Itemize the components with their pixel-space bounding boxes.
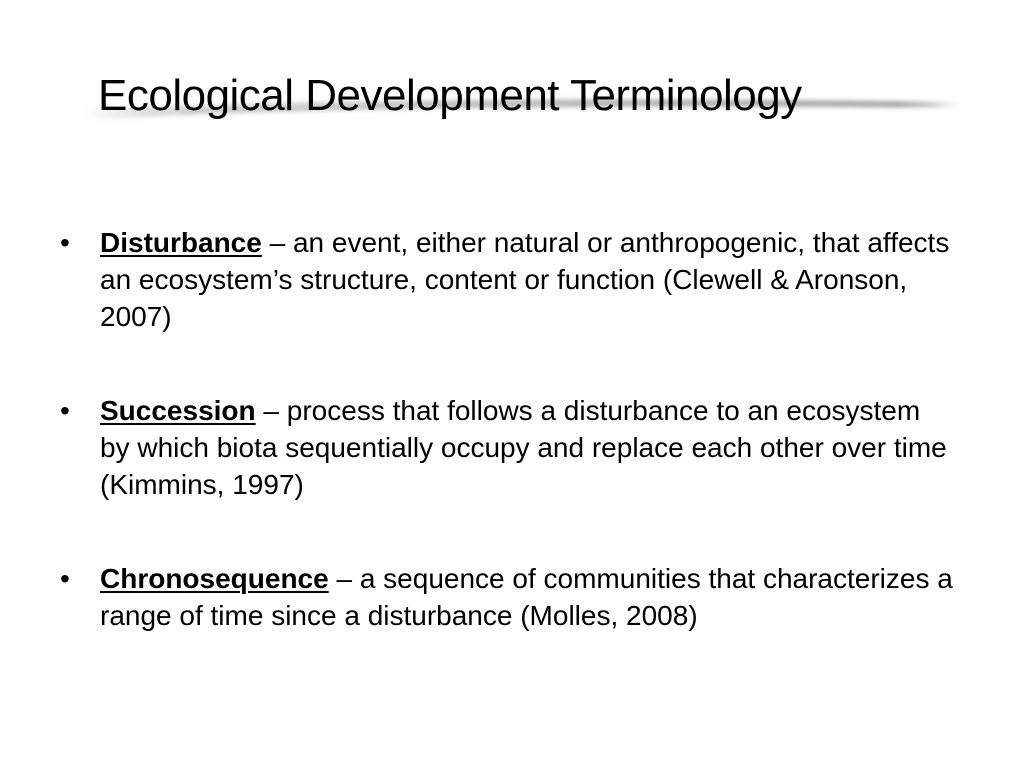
- bullet-item-disturbance: [56, 224, 956, 335]
- title-area: [60, 62, 980, 142]
- bullet-item-chronosequence: [56, 560, 956, 634]
- bullet-icon: •: [60, 395, 70, 426]
- definition-succession: – process that follows a disturbance to an ecosystem by which biota sequentially occupy and replace each other over time (Kimmins, 1997): [100, 395, 947, 500]
- term-disturbance: Disturbance: [100, 227, 262, 258]
- bullet-icon: •: [60, 227, 70, 258]
- bullet-item-succession: [56, 392, 956, 503]
- term-chronosequence: Chronosequence: [100, 563, 329, 594]
- definition-chronosequence: – a sequence of communities that characterizes a range of time since a disturbance (Molles, 2008): [100, 563, 953, 631]
- term-succession: Succession: [100, 395, 256, 426]
- bullet-list: [56, 224, 956, 691]
- definition-disturbance: – an event, either natural or anthropogenic, that affects an ecosystem’s structure, content or function (Clewell & Aronson, 2007): [100, 227, 950, 332]
- slide-title: Ecological Development Terminology: [98, 71, 802, 120]
- bullet-icon: •: [60, 563, 70, 594]
